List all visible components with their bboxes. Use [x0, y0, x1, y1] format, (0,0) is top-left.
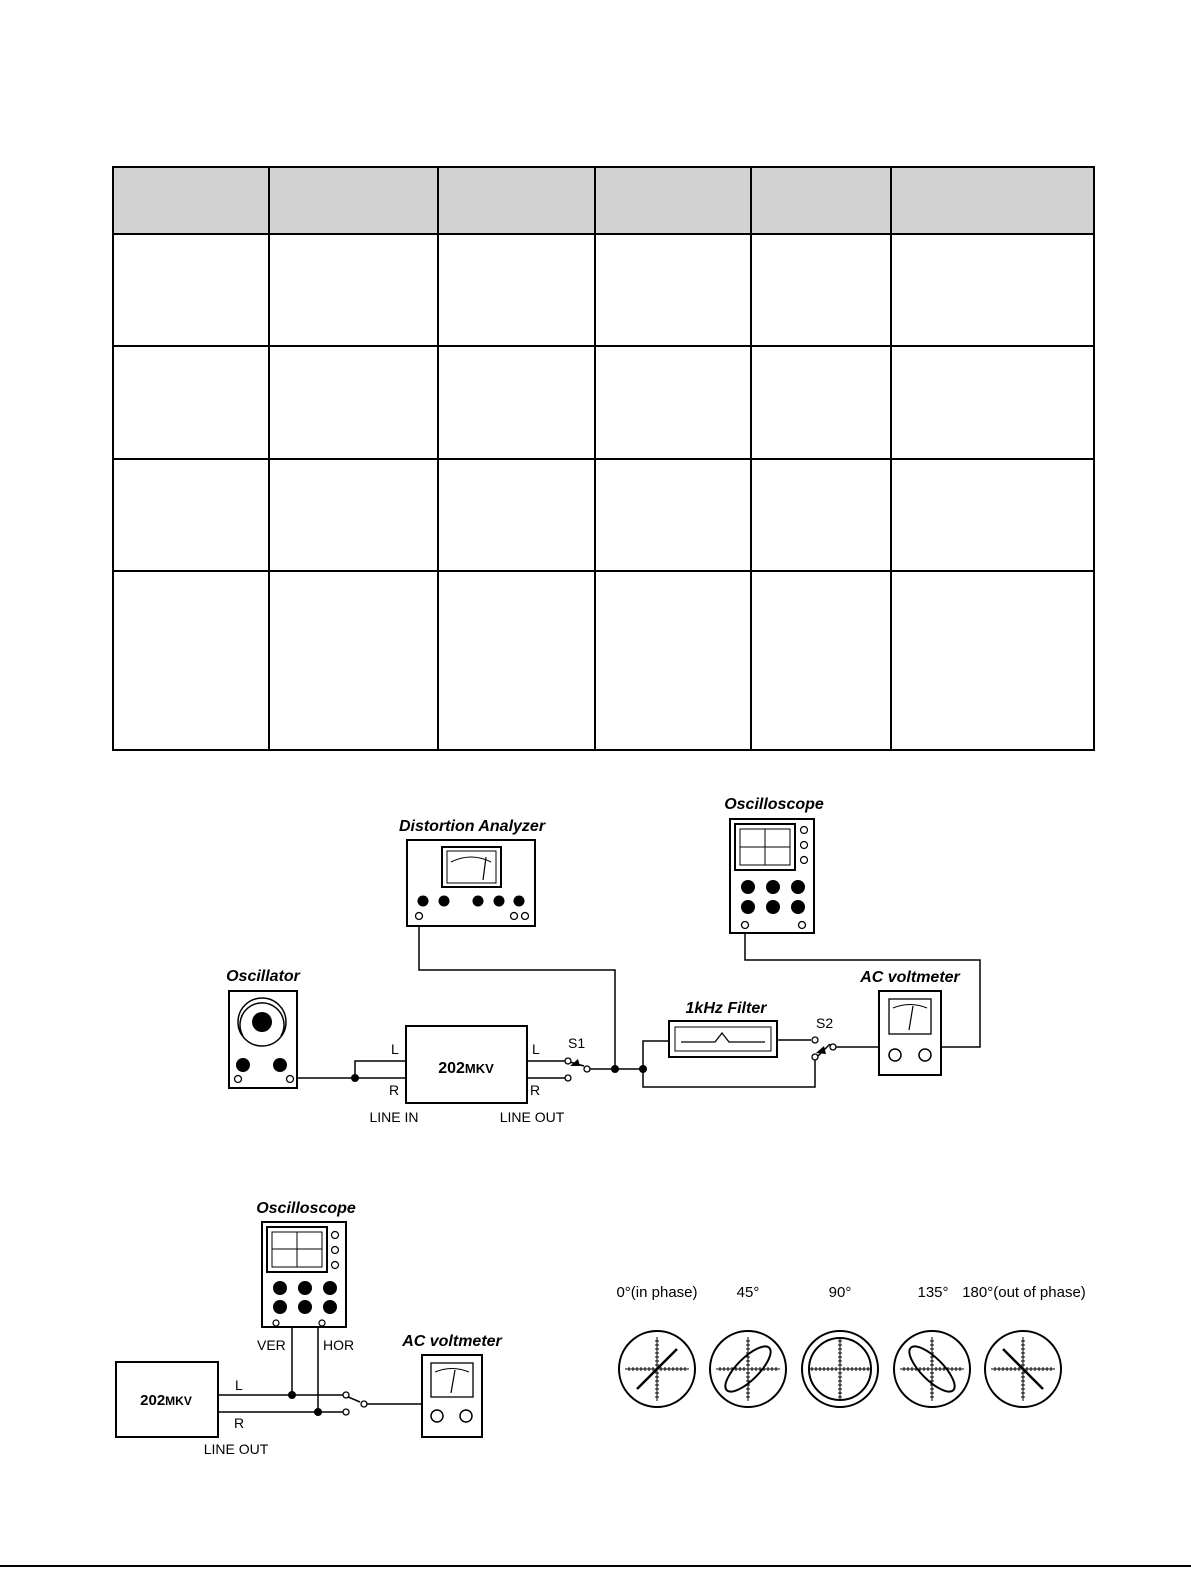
phase-patterns — [616, 1284, 1085, 1407]
test-setup-wiring — [294, 918, 980, 1087]
filter-label: 1kHz Filter — [685, 1000, 767, 1017]
knob-icon — [439, 896, 450, 907]
knob-icon — [766, 900, 780, 914]
phase-label-135: 135° — [917, 1284, 949, 1301]
jack-icon — [273, 1320, 279, 1326]
port-r-in: R — [389, 1082, 400, 1098]
page-bottom-rule — [0, 1565, 1191, 1567]
jack-icon — [742, 922, 749, 929]
jack-icon — [511, 913, 518, 920]
oscilloscope-label: Oscilloscope — [724, 796, 824, 813]
knob-icon — [473, 896, 484, 907]
oscilloscope-top — [724, 796, 824, 933]
knob-icon — [741, 880, 755, 894]
junction-dot — [288, 1391, 296, 1399]
junction-dot — [611, 1065, 619, 1073]
junction-dot — [314, 1408, 322, 1416]
oscilloscope-label: Oscilloscope — [256, 1200, 356, 1217]
distortion-analyzer-label: Distortion Analyzer — [398, 818, 546, 835]
phase-pattern-45 — [710, 1331, 786, 1407]
junction-dot — [351, 1074, 359, 1082]
phase-setup-diagram — [116, 1200, 503, 1457]
test-setup-diagram — [226, 796, 980, 1125]
phase-pattern-90 — [802, 1331, 878, 1407]
knob-icon — [273, 1281, 287, 1295]
knob-icon — [741, 900, 755, 914]
dut-label: 202MKV — [140, 1392, 192, 1409]
knob-icon — [514, 896, 525, 907]
ac-voltmeter-top — [859, 969, 960, 1075]
jack-icon — [287, 1076, 294, 1083]
knob-icon — [323, 1300, 337, 1314]
ac-voltmeter-bottom — [401, 1333, 502, 1437]
ac-voltmeter-label: AC voltmeter — [860, 969, 960, 986]
meter-display — [442, 847, 501, 887]
jack-icon — [522, 913, 529, 920]
dut-label: 202MKV — [438, 1060, 494, 1077]
jack-icon — [319, 1320, 325, 1326]
jack-icon — [460, 1410, 472, 1422]
phase-setup-wiring — [218, 1327, 422, 1412]
junction-dot — [639, 1065, 647, 1073]
dut-202mkv — [369, 1026, 564, 1125]
port-l-out: L — [532, 1041, 540, 1057]
line-out-label: LINE OUT — [499, 1109, 565, 1125]
knob-icon — [298, 1300, 312, 1314]
oscillator-label: Oscillator — [226, 968, 300, 985]
dial-knob-icon — [252, 1012, 272, 1032]
port-r-out: R — [530, 1082, 541, 1098]
jack-icon — [416, 913, 423, 920]
knob-icon — [494, 896, 505, 907]
knob-icon — [236, 1058, 250, 1072]
phase-pattern-0 — [619, 1331, 695, 1407]
dut-202mkv-bottom — [116, 1362, 269, 1457]
phase-label-0: 0°(in phase) — [616, 1284, 698, 1301]
phase-pattern-180 — [985, 1331, 1061, 1407]
oscillator — [226, 968, 301, 1088]
jack-icon — [235, 1076, 242, 1083]
filter-1khz — [669, 1000, 777, 1057]
phase-label-45: 45° — [736, 1284, 760, 1301]
phase-label-90: 90° — [828, 1284, 852, 1301]
knob-icon — [273, 1058, 287, 1072]
switch-s1-label: S1 — [568, 1035, 586, 1051]
phase-label-180: 180°(out of phase) — [962, 1284, 1086, 1301]
knob-icon — [791, 880, 805, 894]
jack-icon — [431, 1410, 443, 1422]
jack-icon — [919, 1049, 931, 1061]
switch-s2-label: S2 — [816, 1015, 834, 1031]
knob-icon — [323, 1281, 337, 1295]
hor-label: HOR — [323, 1337, 355, 1353]
line-in-label: LINE IN — [369, 1109, 419, 1125]
ver-label: VER — [257, 1337, 286, 1353]
jack-icon — [799, 922, 806, 929]
knob-icon — [766, 880, 780, 894]
knob-icon — [298, 1281, 312, 1295]
ac-voltmeter-label: AC voltmeter — [402, 1333, 502, 1350]
distortion-analyzer — [399, 818, 546, 926]
line-out-label: LINE OUT — [203, 1441, 269, 1457]
port-l-in: L — [391, 1041, 399, 1057]
knob-icon — [273, 1300, 287, 1314]
knob-icon — [791, 900, 805, 914]
port-r: R — [234, 1415, 245, 1431]
knob-icon — [418, 896, 429, 907]
phase-pattern-135 — [894, 1331, 970, 1407]
oscilloscope-bottom — [256, 1200, 356, 1327]
port-l: L — [235, 1377, 243, 1393]
jack-icon — [889, 1049, 901, 1061]
